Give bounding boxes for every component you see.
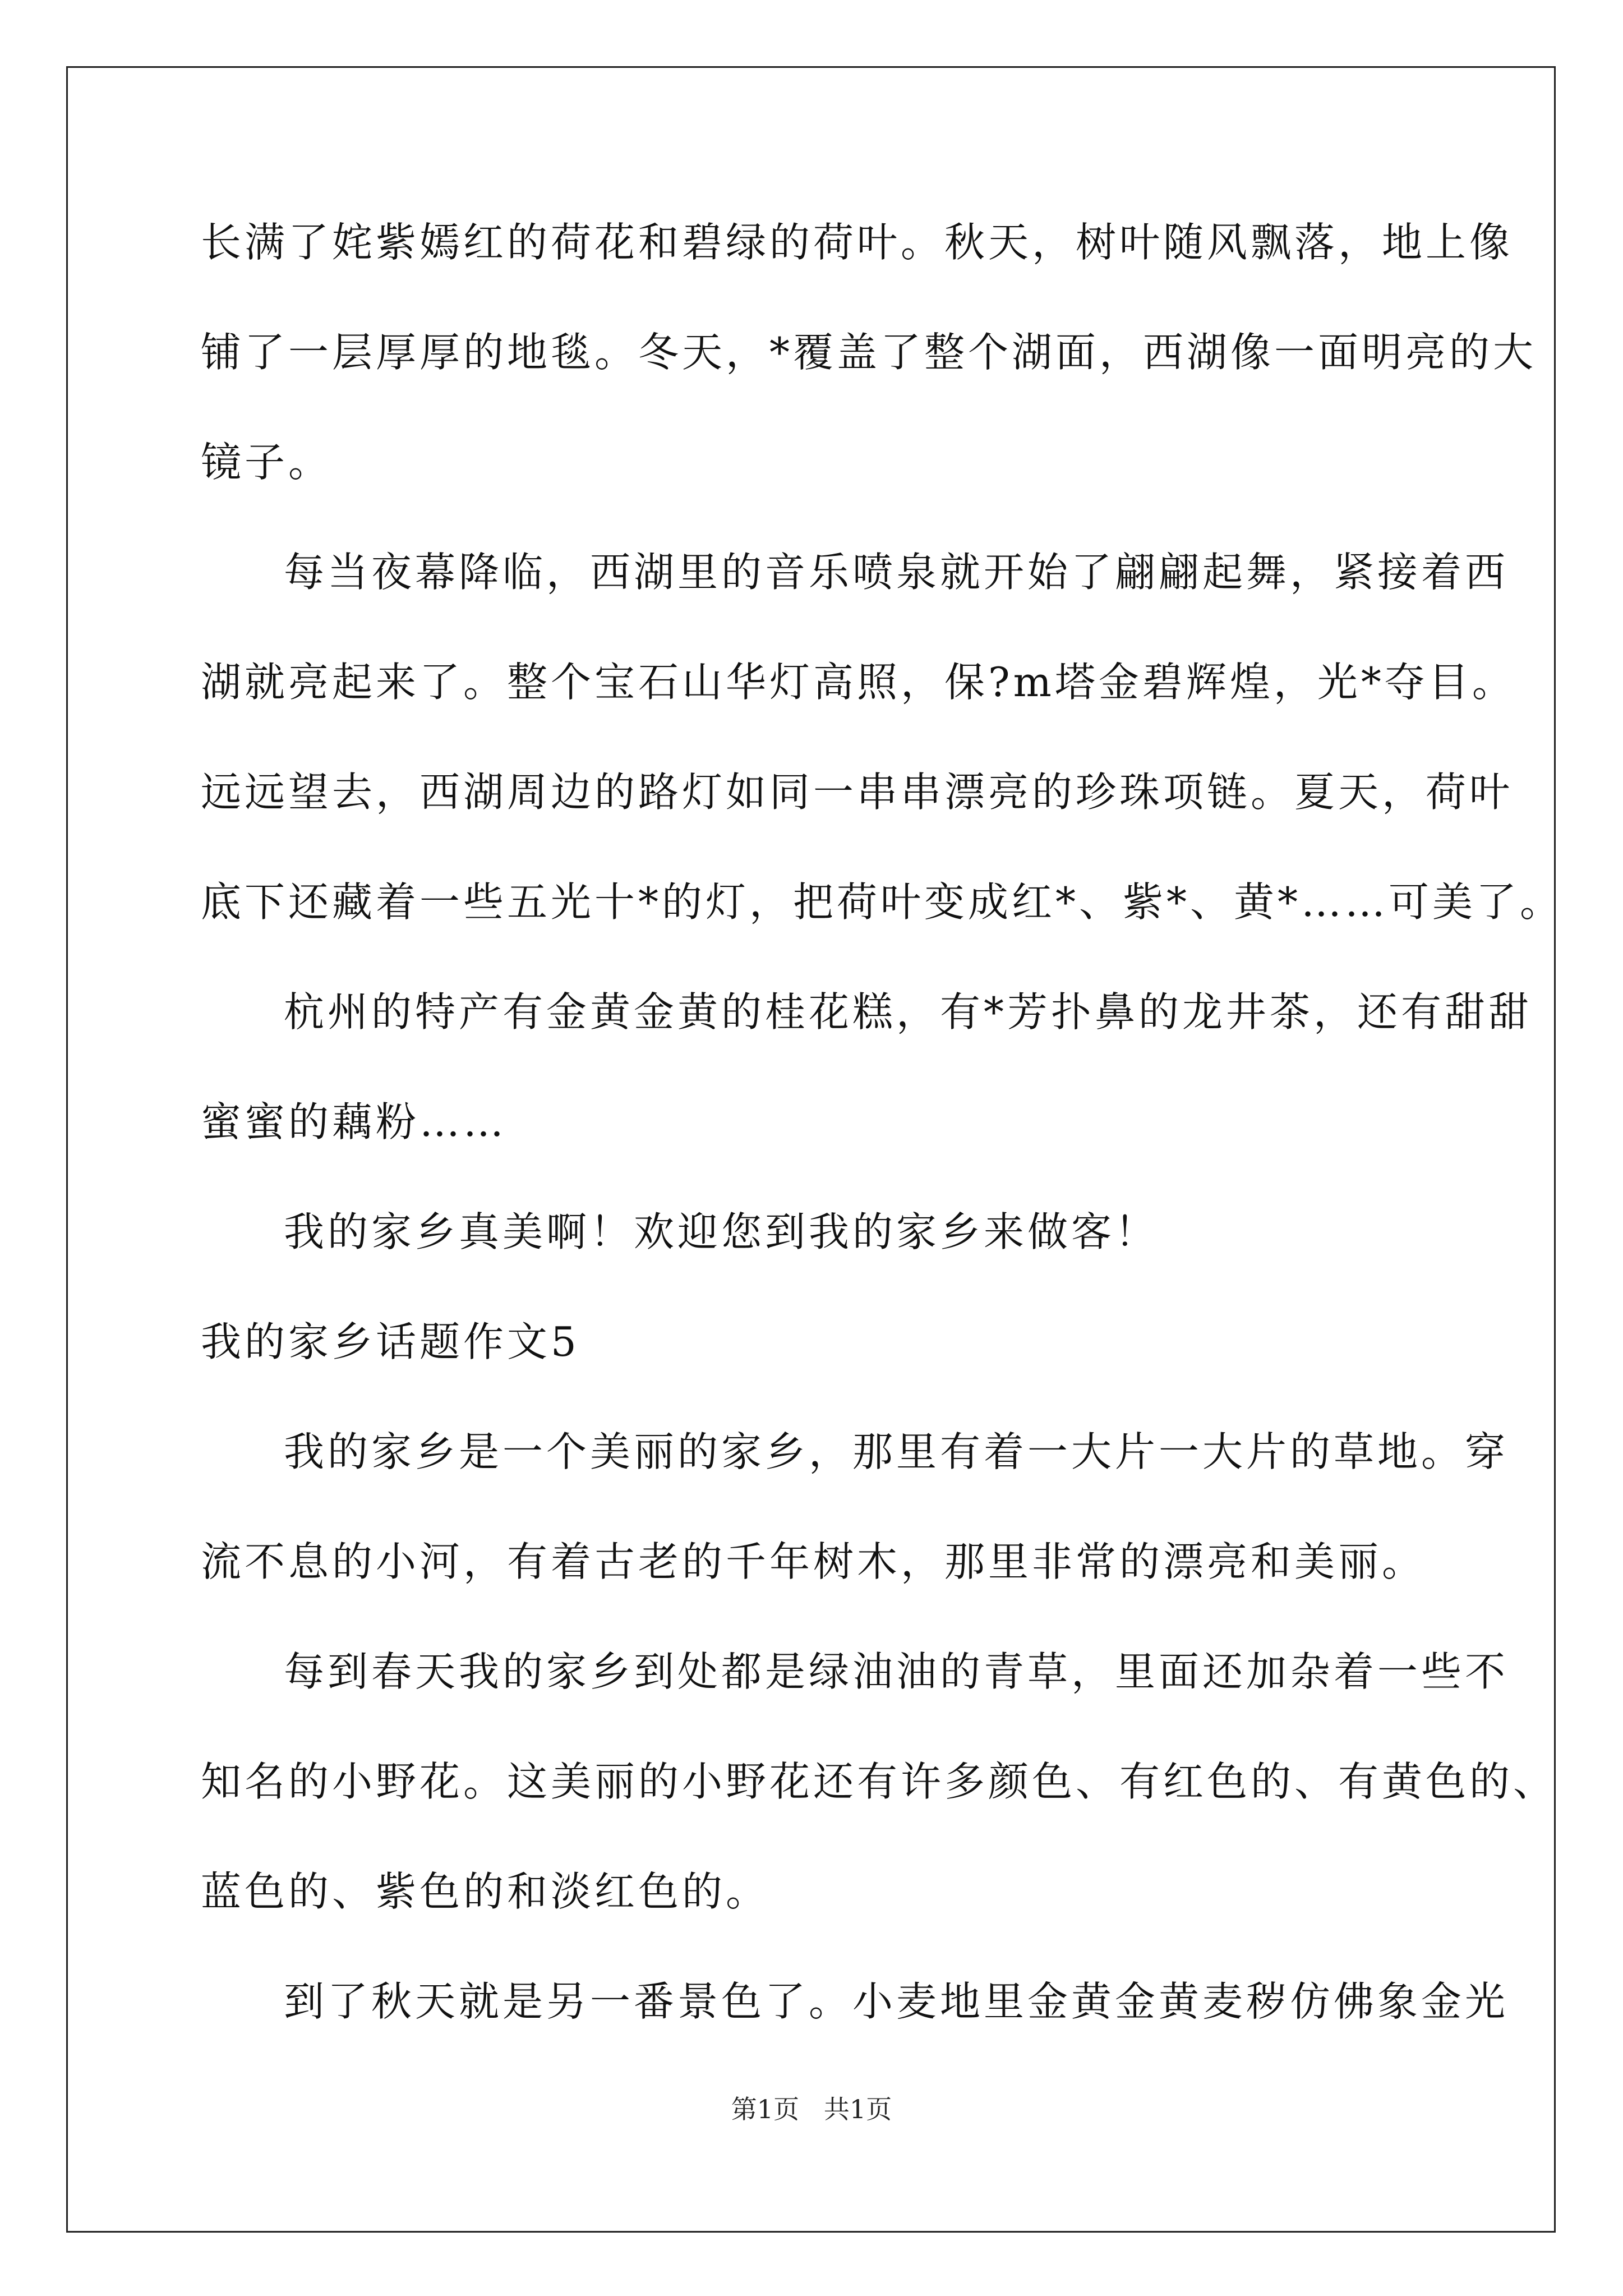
paragraph-start: 杭州的特产有金黄金黄的桂花糕，有*芳扑鼻的龙井茶，还有甜甜 [284,988,1533,1036]
paragraph-start: 每当夜幕降临，西湖里的音乐喷泉就开始了翩翩起舞，紧接着西 [284,549,1509,596]
page-number-footer: 第1页 共1页 [731,2094,892,2124]
text-line: 底下还藏着一些五光十*的灯，把荷叶变成红*、紫*、黄*……可美了。 [201,878,1564,926]
paragraph-start: 我的家乡是一个美丽的家乡，那里有着一大片一大片的草地。穿 [284,1428,1509,1475]
text-line: 蓝色的、紫色的和淡红色的。 [201,1868,770,1915]
paragraph-start: 到了秋天就是另一番景色了。小麦地里金黄金黄麦秽仿佛象金光 [284,1978,1509,2025]
paragraph-start: 每到春天我的家乡到处都是绿油油的青草，里面还加杂着一些不 [284,1648,1509,1695]
text-line: 湖就亮起来了。整个宝石山华灯高照，保?m塔金碧辉煌，光*夺目。 [201,659,1516,706]
section-heading: 我的家乡话题作文5 [201,1318,580,1365]
text-line: 流不息的小河，有着古老的千年树木，那里非常的漂亮和美丽。 [201,1538,1426,1585]
text-line: 镜子。 [201,439,333,486]
text-line: 知名的小野花。这美丽的小野花还有许多颜色、有红色的、有黄色的、 [201,1758,1557,1805]
paragraph-start: 我的家乡真美啊！欢迎您到我的家乡来做客！ [284,1208,1159,1255]
text-line: 长满了姹紫嫣红的荷花和碧绿的荷叶。秋天，树叶随风飘落，地上像 [201,219,1514,266]
text-line: 铺了一层厚厚的地毯。冬天，*覆盖了整个湖面，西湖像一面明亮的大 [201,329,1537,376]
text-line: 蜜蜜的藕粉…… [201,1098,508,1145]
text-line: 远远望去，西湖周边的路灯如同一串串漂亮的珍珠项链。夏天，荷叶 [201,769,1514,816]
